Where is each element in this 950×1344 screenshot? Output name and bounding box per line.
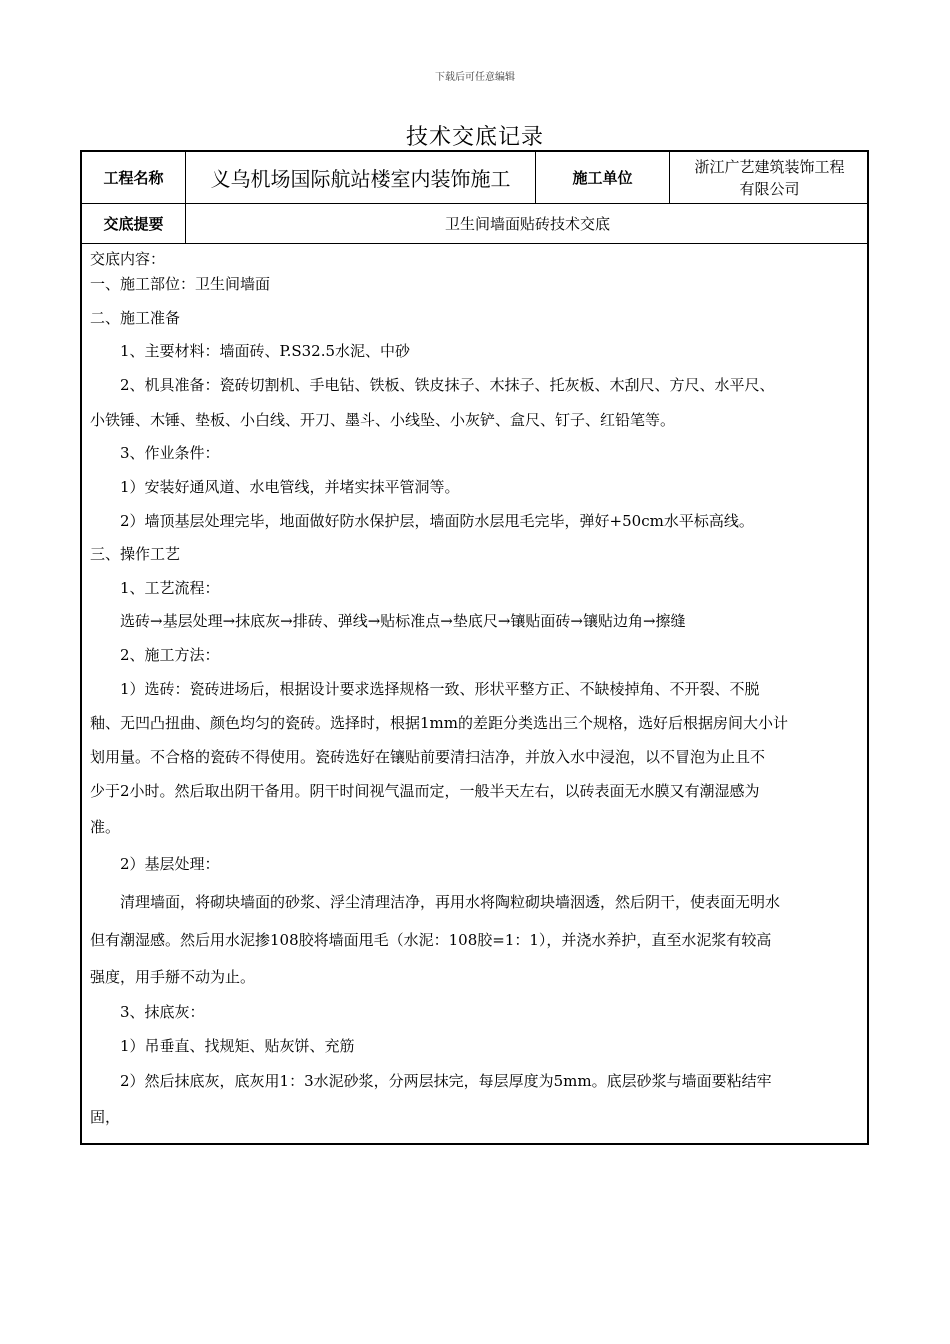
content-line: 2）基层处理： xyxy=(120,855,220,873)
content-line: 2）墙顶基层处理完毕，地面做好防水保护层，墙面防水层甩毛完毕，弹好+50cm水平标高线。 xyxy=(120,512,754,530)
content-line: 1）吊垂直、找规矩、贴灰饼、充筋 xyxy=(120,1037,355,1055)
header-row-summary xyxy=(82,204,867,244)
unit-value xyxy=(670,152,869,203)
unit-value-line1: 浙江广艺建筑装饰工程 xyxy=(694,157,845,176)
content-line: 一、施工部位：卫生间墙面 xyxy=(90,275,271,293)
project-value: 义乌机场国际航站楼室内装饰施工 xyxy=(186,152,536,203)
content-line: 三、操作工艺 xyxy=(90,545,181,563)
content-line: 3、作业条件： xyxy=(120,444,220,462)
content-line: 强度，用手掰不动为止。 xyxy=(90,968,256,986)
content-line: 二、施工准备 xyxy=(90,309,181,327)
content-line: 准。 xyxy=(90,818,121,836)
content-line: 1、主要材料：墙面砖、P.S32.5水泥、中砂 xyxy=(120,342,411,360)
content-line: 2、机具准备：瓷砖切割机、手电钻、铁板、铁皮抹子、木抹子、托灰板、木刮尺、方尺、水平尺、 xyxy=(120,376,775,394)
document-title: 技术交底记录 xyxy=(405,125,544,150)
content-line: 釉、无凹凸扭曲、颜色均匀的瓷砖。选择时，根据1mm的差距分类选出三个规格，选好后根据房间大小计 xyxy=(90,714,788,732)
summary-label: 交底提要 xyxy=(82,204,186,243)
content-line: 清理墙面，将砌块墙面的砂浆、浮尘清理洁净，再用水将陶粒砌块墙洇透，然后阴干，使表面无明水 xyxy=(120,893,781,911)
content-line: 2）然后抹底灰，底灰用1：3水泥砂浆，分两层抹完，每层厚度为5mm。底层砂浆与墙面要粘结牢 xyxy=(120,1072,772,1090)
content-line: 3、抹底灰： xyxy=(120,1003,205,1021)
content-line: 固， xyxy=(90,1108,121,1126)
header-row-project xyxy=(82,152,867,204)
content-line: 1、工艺流程： xyxy=(120,579,220,597)
content-line: 小铁锤、木锤、垫板、小白线、开刀、墨斗、小线坠、小灰铲、盒尺、钉子、红铅笔等。 xyxy=(90,411,676,429)
process-flow: 选砖→基层处理→抹底灰→排砖、弹线→贴标准点→垫底尺→镶贴面砖→镶贴边角→擦缝 xyxy=(120,612,686,630)
watermark: 下载后可任意编辑 xyxy=(435,72,515,83)
project-label: 工程名称 xyxy=(82,152,186,203)
content-line: 少于2小时。然后取出阴干备用。阴干时间视气温而定，一般半天左右，以砖表面无水膜又有潮湿感为 xyxy=(90,782,760,800)
content-line: 但有潮湿感。然后用水泥掺108胶将墙面甩毛（水泥：108胶=1：1），并浇水养护，直至水泥浆有较高 xyxy=(90,931,772,949)
content-line: 1）安装好通风道、水电管线，并堵实抹平管洞等。 xyxy=(120,478,460,496)
content-line: 划用量。不合格的瓷砖不得使用。瓷砖选好在镶贴前要清扫洁净，并放入水中浸泡，以不冒泡为止且不 xyxy=(90,748,766,766)
content-line: 2、施工方法： xyxy=(120,646,220,664)
content-line: 交底内容： xyxy=(90,250,166,268)
unit-label: 施工单位 xyxy=(536,152,670,203)
unit-value-line2: 有限公司 xyxy=(739,179,800,198)
content-line: 1）选砖：瓷砖进场后，根据设计要求选择规格一致、形状平整方正、不缺棱掉角、不开裂、不脱 xyxy=(120,680,760,698)
summary-value: 卫生间墙面贴砖技术交底 xyxy=(444,215,610,233)
record-table xyxy=(80,150,869,1145)
